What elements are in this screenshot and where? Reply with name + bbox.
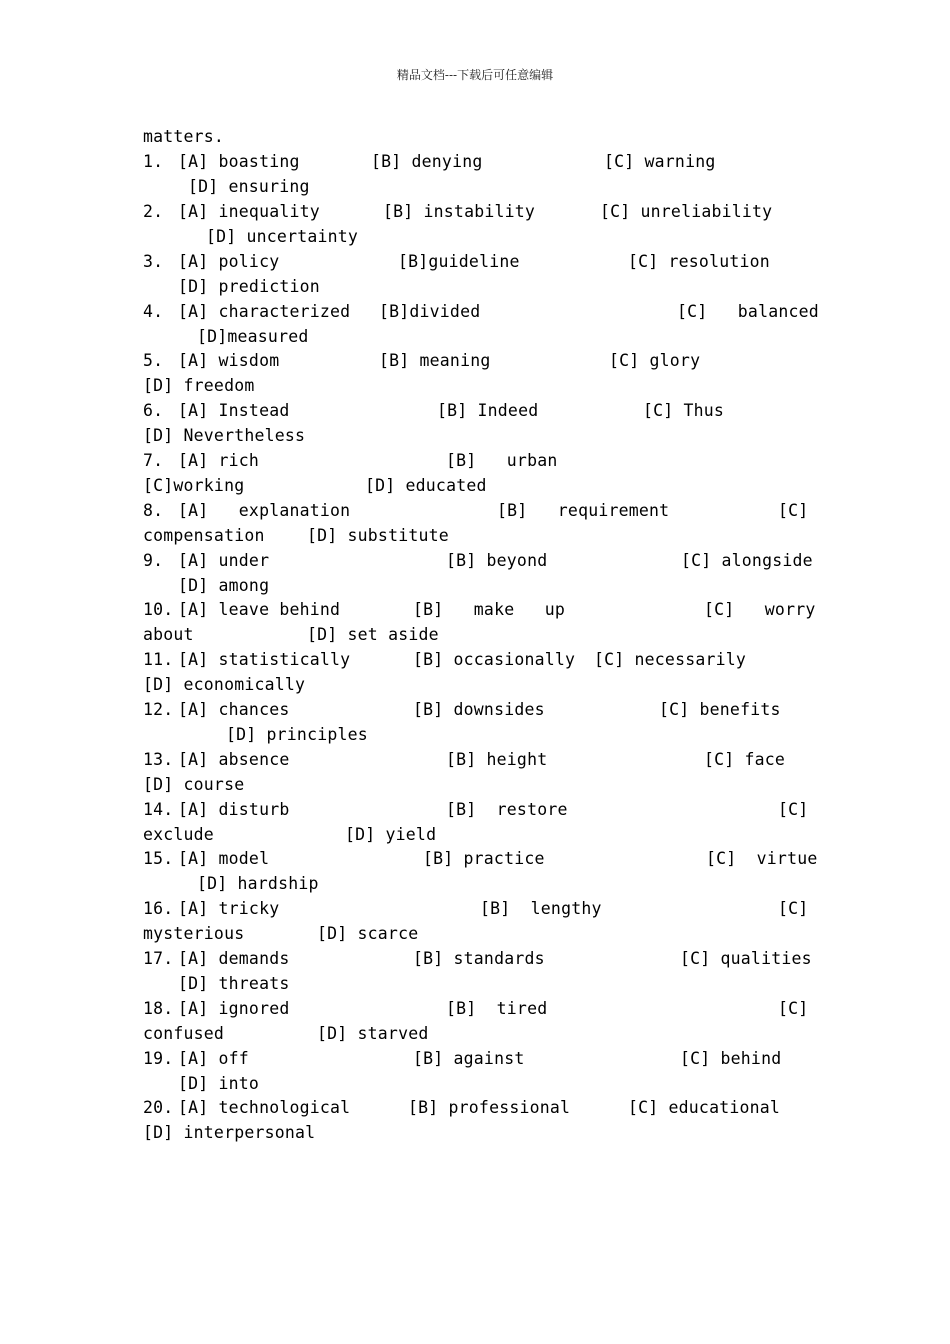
option-b: [B] tired <box>446 999 548 1018</box>
option-b: [B] downsides <box>413 700 545 719</box>
option-d: [D] prediction <box>178 277 320 296</box>
option-d: [D] threats <box>178 974 290 993</box>
option-b: [B] lengthy <box>480 899 602 918</box>
option-b: [B] against <box>413 1049 525 1068</box>
option-a: [A] tricky <box>178 899 280 918</box>
option-a: [A] technological <box>178 1098 351 1117</box>
question-number: 14. <box>143 800 174 819</box>
question-number: 2. <box>143 202 164 221</box>
question-number: 12. <box>143 700 174 719</box>
option-b: [B] beyond <box>446 551 548 570</box>
option-c: [C] face <box>704 750 786 769</box>
option-d: [D] educated <box>365 476 487 495</box>
option-a: [A] disturb <box>178 800 290 819</box>
page-header: 精品文档---下载后可任意编辑 <box>396 68 554 82</box>
option-c: [C] Thus <box>643 401 725 420</box>
option-a: [A] leave behind <box>178 600 341 619</box>
question-number: 4. <box>143 302 164 321</box>
option-d: [D] course <box>143 775 245 794</box>
question-number: 20. <box>143 1098 174 1117</box>
option-b: [B] height <box>446 750 548 769</box>
option-c-continued: compensation <box>143 526 265 545</box>
option-d: [D]measured <box>197 327 309 346</box>
option-c-continued: mysterious <box>143 924 245 943</box>
option-a: [A] demands <box>178 949 290 968</box>
option-c: [C] <box>778 899 809 918</box>
option-c: [C] balanced <box>677 302 819 321</box>
option-d: [D] hardship <box>197 874 319 893</box>
option-c: [C] educational <box>628 1098 781 1117</box>
option-b: [B] restore <box>446 800 568 819</box>
option-a: [A] under <box>178 551 270 570</box>
option-c-continued: confused <box>143 1024 225 1043</box>
option-d: [D] among <box>178 576 270 595</box>
option-b: [B]guideline <box>398 252 520 271</box>
option-a: [A] model <box>178 849 270 868</box>
intro-text: matters. <box>143 127 225 146</box>
question-number: 11. <box>143 650 174 669</box>
question-number: 6. <box>143 401 164 420</box>
option-c-continued: exclude <box>143 825 214 844</box>
option-d: [D] set aside <box>307 625 439 644</box>
option-a: [A] statistically <box>178 650 351 669</box>
option-a: [A] explanation <box>178 501 351 520</box>
option-c: [C] qualities <box>680 949 812 968</box>
option-a: [A] characterized <box>178 302 351 321</box>
option-a: [A] off <box>178 1049 249 1068</box>
option-d: [D] interpersonal <box>143 1123 316 1142</box>
option-a: [A] boasting <box>178 152 300 171</box>
question-number: 16. <box>143 899 174 918</box>
option-a: [A] wisdom <box>178 351 280 370</box>
option-c: [C] behind <box>680 1049 782 1068</box>
option-d: [D] principles <box>226 725 368 744</box>
question-number: 8. <box>143 501 164 520</box>
option-b: [B] requirement <box>497 501 670 520</box>
option-b: [B] practice <box>423 849 545 868</box>
question-number: 9. <box>143 551 164 570</box>
option-c: [C] unreliability <box>600 202 773 221</box>
option-a: [A] absence <box>178 750 290 769</box>
question-number: 1. <box>143 152 164 171</box>
option-c: [C] benefits <box>659 700 781 719</box>
option-d: [D] economically <box>143 675 306 694</box>
question-number: 13. <box>143 750 174 769</box>
option-b: [B] occasionally <box>413 650 576 669</box>
question-number: 5. <box>143 351 164 370</box>
option-c: [C] glory <box>609 351 701 370</box>
question-number: 15. <box>143 849 174 868</box>
option-b: [B] urban <box>446 451 558 470</box>
option-d: [D] into <box>178 1074 260 1093</box>
option-d: [D] substitute <box>307 526 449 545</box>
question-number: 18. <box>143 999 174 1018</box>
option-d: [D] uncertainty <box>206 227 359 246</box>
option-b: [B] instability <box>383 202 536 221</box>
option-c: [C] worry <box>704 600 816 619</box>
option-b: [B] Indeed <box>437 401 539 420</box>
option-c: [C] necessarily <box>594 650 747 669</box>
option-b: [B] standards <box>413 949 545 968</box>
option-d: [D] freedom <box>143 376 255 395</box>
option-d: [D] yield <box>345 825 437 844</box>
option-c: [C] virtue <box>706 849 818 868</box>
option-d: [D] Nevertheless <box>143 426 306 445</box>
option-b: [B] meaning <box>379 351 491 370</box>
option-a: [A] rich <box>178 451 260 470</box>
option-c: [C]working <box>143 476 245 495</box>
option-c-continued: about <box>143 625 194 644</box>
option-c: [C] <box>778 999 809 1018</box>
option-c: [C] <box>778 501 809 520</box>
option-b: [B]divided <box>379 302 481 321</box>
option-b: [B] make up <box>413 600 566 619</box>
option-b: [B] professional <box>408 1098 571 1117</box>
option-c: [C] alongside <box>681 551 813 570</box>
option-a: [A] Instead <box>178 401 290 420</box>
option-c: [C] warning <box>604 152 716 171</box>
option-c: [C] resolution <box>628 252 770 271</box>
question-number: 3. <box>143 252 164 271</box>
question-number: 17. <box>143 949 174 968</box>
question-number: 19. <box>143 1049 174 1068</box>
option-a: [A] ignored <box>178 999 290 1018</box>
option-d: [D] starved <box>317 1024 429 1043</box>
option-d: [D] scarce <box>317 924 419 943</box>
question-number: 7. <box>143 451 164 470</box>
option-a: [A] inequality <box>178 202 320 221</box>
option-d: [D] ensuring <box>188 177 310 196</box>
option-a: [A] policy <box>178 252 280 271</box>
option-a: [A] chances <box>178 700 290 719</box>
question-number: 10. <box>143 600 174 619</box>
option-b: [B] denying <box>371 152 483 171</box>
option-c: [C] <box>778 800 809 819</box>
